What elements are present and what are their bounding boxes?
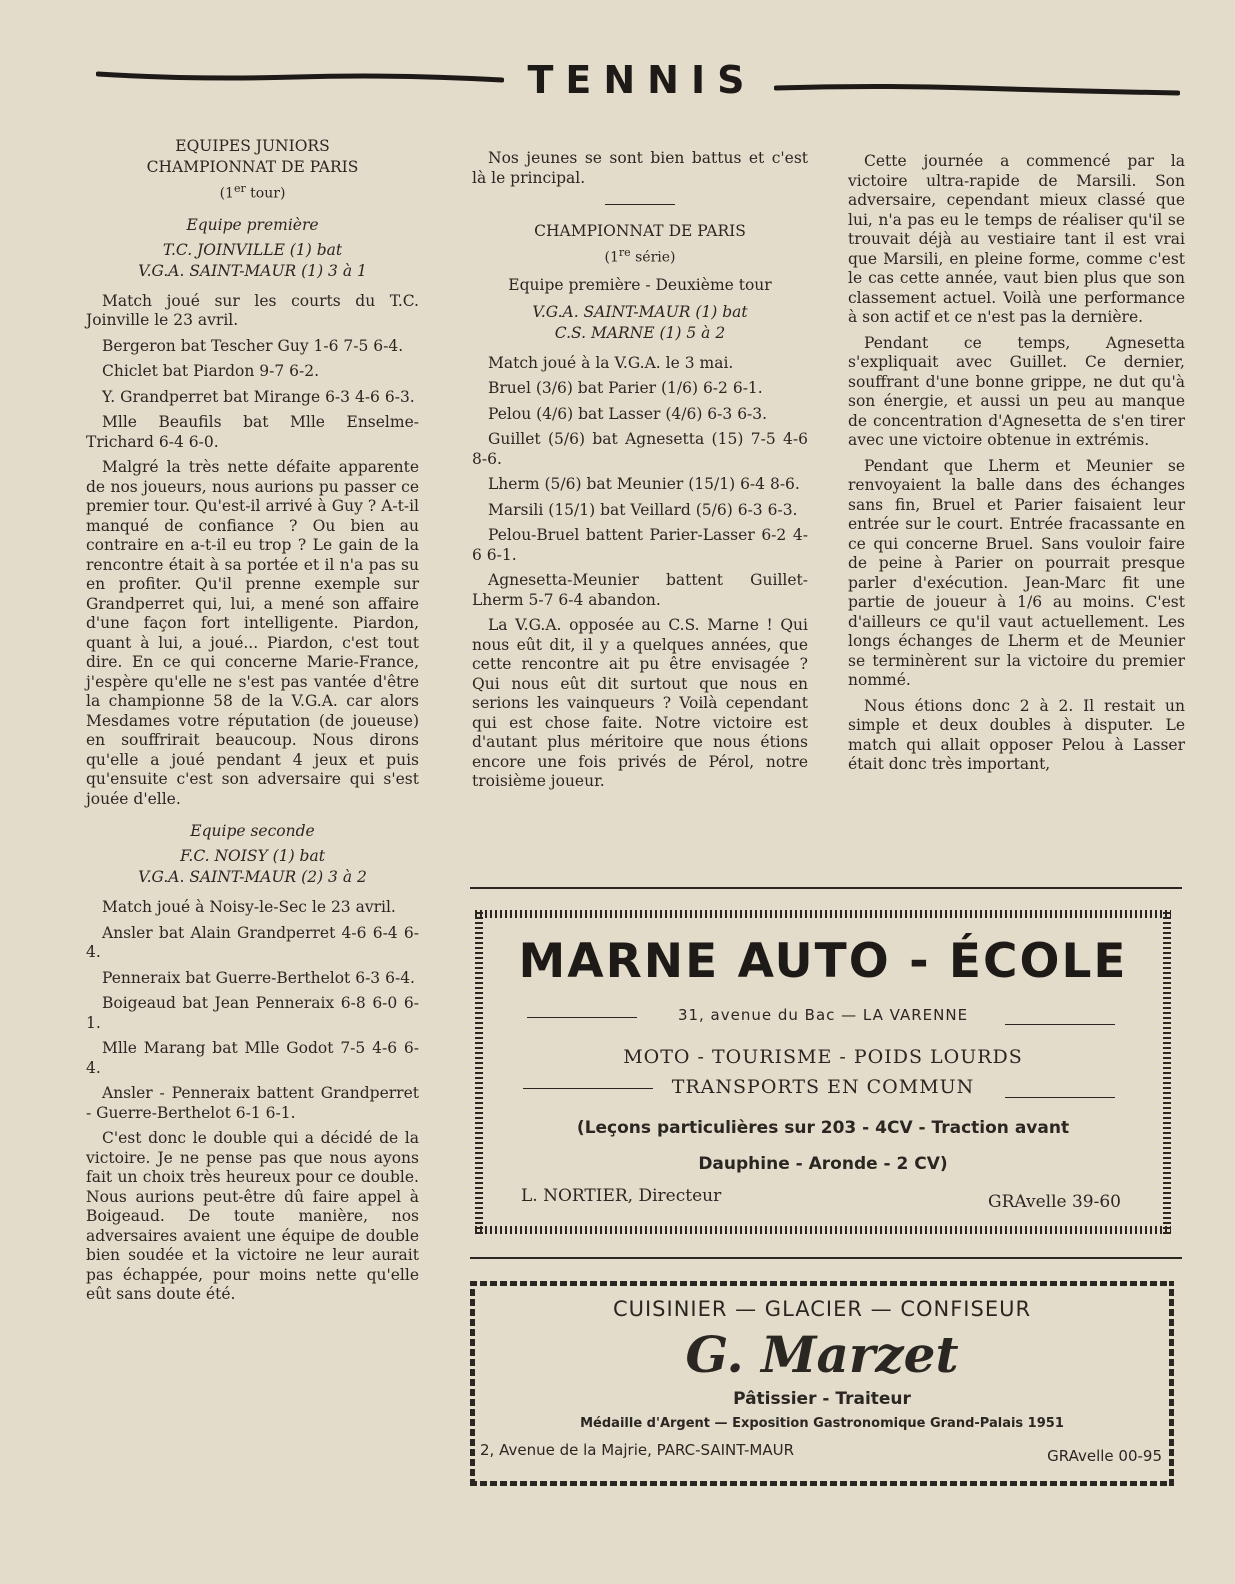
ad-marzet	[470, 1281, 1174, 1486]
paragraph: Pendant que Lherm et Meunier se renvoyaient la balle dans des échanges sans fin, Bruel et Parier faisaient leur entrée sur le court. Entrée fracassante en ce qui concerne Bruel. Sans vouloir faire de peine à Parier on pourrait presque parler d'exécution. Jean-Marc fit une partie de joueur à 1/6 au moins. C'est d'ailleurs ce qu'il vaut actuellement. Les longs échanges de Lherm et de Meunier se terminèrent sur la victoire du premier nommé.	[848, 456, 1185, 689]
ad-line	[1005, 1024, 1115, 1025]
ad-address: 31, avenue du Bac — LA VARENNE	[677, 1006, 969, 1024]
ad-trades: CUISINIER — GLACIER — CONFISEUR	[612, 1297, 1032, 1321]
header-rule-left	[96, 68, 504, 84]
paragraph: Y. Grandperret bat Mirange 6-3 4-6 6-3.	[102, 387, 415, 406]
team-label: Equipe première - Deuxième tour	[508, 275, 772, 294]
paragraph: Pelou (4/6) bat Lasser (4/6) 6-3 6-3.	[488, 404, 768, 423]
column-championship	[472, 149, 808, 798]
paragraph: Match joué à Noisy-le-Sec le 23 avril.	[102, 898, 396, 917]
paragraphs-team2	[86, 898, 419, 1305]
ad-phone: GRAvelle 39-60	[988, 1192, 1121, 1212]
ad-medal: Médaille d'Argent — Exposition Gastronomique Grand-Palais 1951	[580, 1416, 1064, 1431]
heading-juniors: EQUIPES JUNIORS	[175, 137, 330, 155]
paragraph: Nous étions donc 2 à 2. Il restait un simple et deux doubles à disputer. Le match qui allait opposer Pelou à Lasser était donc très important,	[848, 696, 1185, 773]
heading-championship: CHAMPIONNAT DE PARIS	[146, 158, 359, 176]
paragraph: Ansler - Penneraix battent Grandperret - Guerre-Berthelot 6-1 6-1.	[86, 1084, 419, 1122]
match1-line1: T.C. JOINVILLE (1) bat	[162, 240, 343, 259]
ad-title: MARNE AUTO - ÉCOLE	[518, 934, 1128, 989]
paragraph: Malgré la très nette défaite apparente de nos joueurs, nous aurions pu passer ce premier tour. Qu'est-il arrivé à Guy ? A-t-il manqué de confiance ? Ou bien au contraire en a-t-il eu trop ? Le gain de la rencontre était à sa portée et il n'a pas su en profiter. Qu'il prenne exemple sur Grandperret qui, lui, a mené son affaire d'une façon fort intelligente. Piardon, quant à lui, a joué... Piardon, c'est tout dire. En ce qui concerne Marie-France, j'espère qu'elle ne s'est pas vantée d'être la championne 58 de la V.G.A. car alors Mesdames votre réputation (de joueuse) en souffrirait beaucoup. Nous dirons qu'elle a joué pendant 4 jeux et puis qu'ensuite c'est son adversaire qui s'est jouée d'elle.	[86, 458, 419, 808]
team1-label: Equipe première	[186, 215, 319, 234]
match-line1: V.G.A. SAINT-MAUR (1) bat	[532, 302, 748, 321]
paragraph: Lherm (5/6) bat Meunier (15/1) 6-4 8-6.	[488, 475, 800, 494]
paragraph: Ansler bat Alain Grandperret 4-6 6-4 6-4.	[86, 923, 419, 962]
round-label: (1er tour)	[219, 182, 286, 202]
column-juniors	[86, 136, 419, 1311]
ad-divider-rule	[470, 1257, 1182, 1259]
paragraph: C'est donc le double qui a décidé de la victoire. Je ne pense pas que nous ayons fait un choix très heureux pour ce double. Nous aurions peut-être dû faire appel à Boigeaud. De toute manière, nos adversaires avaient une équipe de double bien soudée et la victoire ne leur aurait pas échappée, pour moins nette qu'elle eût sans doute été.	[86, 1129, 419, 1304]
section-title: TENNIS	[527, 58, 757, 102]
paragraph: Match joué sur les courts du T.C. Joinville le 23 avril.	[86, 291, 419, 330]
separator	[605, 204, 675, 205]
paragraph: Pelou-Bruel battent Parier-Lasser 6-2 4-6 6-1.	[472, 526, 808, 564]
paragraphs-team1	[86, 292, 419, 810]
column-report	[848, 152, 1185, 781]
ad-services-2: TRANSPORTS EN COMMUN	[671, 1076, 975, 1098]
paragraph: La V.G.A. opposée au C.S. Marne ! Qui nous eût dit, il y a quelques années, que cette rencontre ait pu être envisagée ? Qui nous eût dit surtout que nous en serions les vainqueurs ? Voilà cependant qui est chose faite. Notre victoire est d'autant plus méritoire que nous étions encore une fois privés de Pérol, notre troisième joueur.	[472, 616, 808, 791]
paragraph: Bergeron bat Tescher Guy 1-6 7-5 6-4.	[102, 336, 404, 355]
match1-line2: V.G.A. SAINT-MAUR (1) 3 à 1	[138, 261, 367, 280]
series-label: (1re série)	[604, 246, 676, 266]
paragraph: Mlle Beaufils bat Mlle Enselme-Trichard 6-4 6-0.	[86, 413, 419, 451]
match2-line2: V.G.A. SAINT-MAUR (2) 3 à 2	[138, 868, 367, 887]
ad-subtitle: Pâtissier - Traiteur	[733, 1389, 911, 1409]
header-rule-right	[774, 82, 1180, 98]
ad-director: L. NORTIER, Directeur	[521, 1186, 722, 1206]
paragraph: Pendant ce temps, Agnesetta s'expliquait avec Guillet. Ce dernier, souffrant d'une bonne grippe, ne dut qu'à son énergie, et aussi un peu au manque de concentration d'Agnesetta de s'en tirer avec une victoire obtenue in extrémis.	[848, 333, 1185, 449]
paragraph: Bruel (3/6) bat Parier (1/6) 6-2 6-1.	[488, 379, 763, 398]
match-line2: C.S. MARNE (1) 5 à 2	[554, 323, 726, 342]
ad-marne-auto-ecole	[469, 904, 1177, 1240]
team2-label: Equipe seconde	[190, 822, 315, 841]
ad-lessons-1: (Leçons particulières sur 203 - 4CV - Traction avant	[576, 1118, 1070, 1138]
intro-paragraph: Nos jeunes se sont bien battus et c'est là le principal.	[472, 149, 808, 187]
heading-championship-paris: CHAMPIONNAT DE PARIS	[534, 222, 746, 240]
paragraph: Mlle Marang bat Mlle Godot 7-5 4-6 6-4.	[86, 1039, 419, 1077]
ad-top-rule	[470, 887, 1182, 889]
paragraph: Cette journée a commencé par la victoire ultra-rapide de Marsili. Son adversaire, cependant mieux classé que lui, n'a pas eu le temps de réaliser qu'il se trouvait déjà au vestiaire tant il est vrai que Marsili, en pleine forme, comme c'est le cas cette année, vaut bien plus que son classement actuel. Voilà une performance à son actif et ce n'est pas la dernière.	[848, 152, 1185, 326]
paragraph: Marsili (15/1) bat Veillard (5/6) 6-3 6-3.	[488, 500, 798, 519]
ad-line	[1005, 1097, 1115, 1098]
ad-services-1: MOTO - TOURISME - POIDS LOURDS	[623, 1046, 1023, 1068]
paragraph: Agnesetta-Meunier battent Guillet-Lherm 5-7 6-4 abandon.	[472, 571, 808, 609]
paragraph: Boigeaud bat Jean Penneraix 6-8 6-0 6-1.	[86, 994, 419, 1032]
ad-lessons-2: Dauphine - Aronde - 2 CV)	[698, 1154, 948, 1174]
ad-phone: GRAvelle 00-95	[1047, 1447, 1162, 1465]
ad-address: 2, Avenue de la Majrie, PARC-SAINT-MAUR	[480, 1441, 795, 1459]
paragraph: Guillet (5/6) bat Agnesetta (15) 7-5 4-6 8-6.	[472, 430, 808, 468]
ad-brand-name: G. Marzet	[685, 1325, 959, 1384]
match2-line1: F.C. NOISY (1) bat	[180, 847, 325, 866]
paragraph: Match joué à la V.G.A. le 3 mai.	[488, 353, 734, 372]
paragraph: Penneraix bat Guerre-Berthelot 6-3 6-4.	[102, 968, 415, 987]
paragraph: Chiclet bat Piardon 9-7 6-2.	[102, 362, 320, 381]
